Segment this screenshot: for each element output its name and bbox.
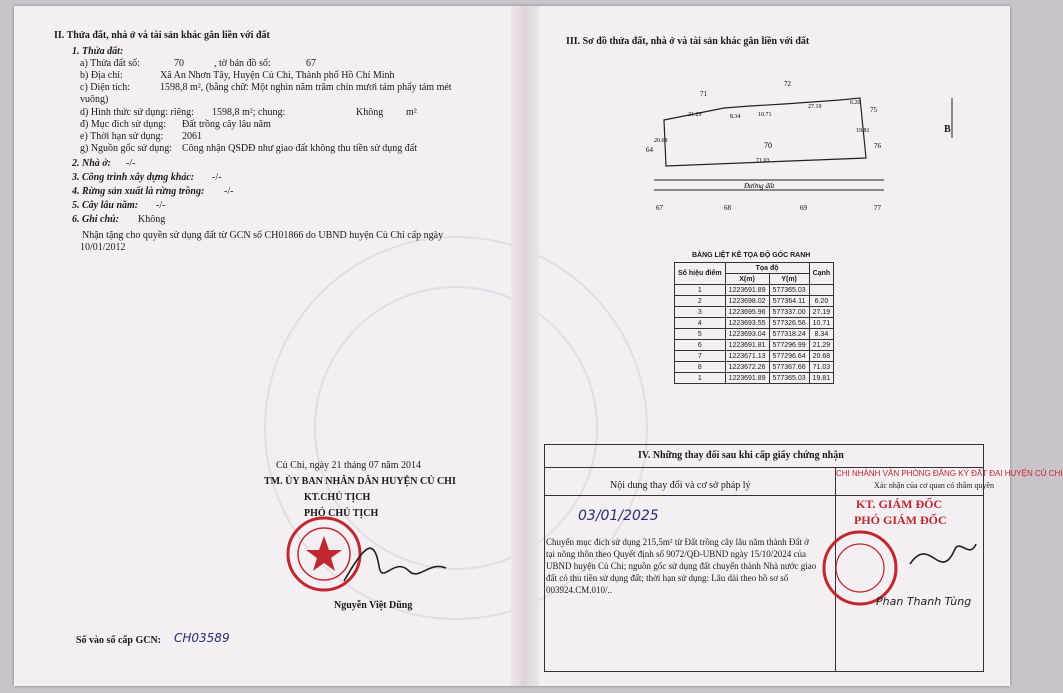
item-1-label: 1. Thửa đất: (72, 46, 124, 57)
vice-director: PHÓ GIÁM ĐỐC (854, 513, 947, 527)
coords-cell-x: 1223691.89 (725, 373, 769, 384)
map-edge-4: 27.19 (808, 104, 822, 110)
map-edge-2: 8.34 (730, 114, 741, 120)
signer-name-right: Phan Thanh Tùng (876, 595, 972, 608)
area-value: 1598,8 m², (bằng chữ: Một nghìn năm trăm chín mươi tám phẩy tám mét (160, 82, 452, 93)
coords-row (675, 329, 834, 340)
note-line-1: Nhận tặng cho quyền sử dụng đất từ GCN số CH01866 do UBND huyện Củ Chi cấp ngày (82, 230, 444, 241)
map-label-64: 64 (646, 146, 653, 154)
coords-cell-p: 2 (675, 296, 726, 307)
item-4-label: 4. Rừng sản xuất là rừng trồng: (72, 186, 205, 197)
item-3-label: 3. Công trình xây dựng khác: (72, 172, 195, 183)
coords-cell-x: 1223693.55 (725, 318, 769, 329)
coords-cell-y: 577365.03 (769, 373, 809, 384)
coords-cell-y: 577365.03 (769, 285, 809, 296)
coords-cell-p: 1 (675, 285, 726, 296)
coords-cell-p: 1 (675, 373, 726, 384)
change-date: 03/01/2025 (578, 508, 659, 524)
coords-row (675, 340, 834, 351)
map-road-label: Đường đất (744, 182, 775, 190)
map-label-75: 75 (870, 106, 877, 114)
coords-cell-c: 27.19 (809, 307, 834, 318)
signer-name-left: Nguyễn Việt Dũng (334, 600, 413, 611)
origin-value: Công nhận QSDĐ như giao đất không thu tiền sử dụng đất (182, 143, 417, 154)
stamp-org: CHI NHÁNH VĂN PHÒNG ĐĂNG KÝ ĐẤT ĐAI HUYỆN CỦ CHI (836, 469, 1063, 478)
change-line-5: 003924.CM.010/.. (546, 585, 613, 595)
map-label-76: 76 (874, 142, 881, 150)
coords-table (674, 262, 834, 384)
coords-row (675, 362, 834, 373)
map-label-67: 67 (656, 204, 663, 212)
map-sheet-number: 67 (306, 58, 316, 69)
coords-cell-p: 3 (675, 307, 726, 318)
vice-chairman: PHÓ CHỦ TỊCH (304, 508, 379, 519)
coords-cell-c: 8.34 (809, 329, 834, 340)
coords-cell-y: 577364.11 (769, 296, 809, 307)
section-3-title: III. Sơ đồ thửa đất, nhà ở và tài sản khác gắn liền với đất (566, 36, 810, 47)
item-6-value: Không (138, 214, 166, 225)
coords-cell-y: 577337.00 (769, 307, 809, 318)
purpose-value: Đất trồng cây lâu năm (182, 119, 271, 130)
coords-cell-c: 10.71 (809, 318, 834, 329)
coords-cell-c: 21.29 (809, 340, 834, 351)
coords-cell-c (809, 285, 834, 296)
coords-cell-c: 20.68 (809, 351, 834, 362)
coords-cell-c: 71.03 (809, 362, 834, 373)
issuing-org: TM. ỦY BAN NHÂN DÂN HUYỆN CỦ CHI (264, 476, 456, 487)
origin-label: g) Nguồn gốc sử dụng: (80, 143, 173, 154)
usage-private: 1598,8 m²; chung: (212, 107, 286, 118)
coords-row (675, 351, 834, 362)
item-6-label: 6. Ghi chú: (72, 214, 119, 225)
parcel-sketch-map (644, 68, 944, 214)
coords-cell-x: 1223695.96 (725, 307, 769, 318)
item-5-label: 5. Cây lâu năm: (72, 200, 139, 211)
coords-row (675, 307, 834, 318)
coords-row (675, 318, 834, 329)
coords-cell-x: 1223691.81 (725, 340, 769, 351)
item-2-value: -/- (126, 158, 136, 169)
coords-header-x: X(m) (725, 274, 769, 285)
coords-cell-p: 5 (675, 329, 726, 340)
coords-cell-p: 7 (675, 351, 726, 362)
change-line-2: tại nông thôn theo Quyết định số 9072/QĐ-UBND ngày 15/10/2024 của (546, 549, 806, 559)
coords-cell-y: 577367.66 (769, 362, 809, 373)
change-line-3: UBND huyện Củ Chi; nguồn gốc sử dụng đất chuyển thành Nhà nước giao (546, 561, 817, 571)
coords-cell-p: 6 (675, 340, 726, 351)
coords-header-point: Số hiệu điểm (675, 263, 726, 285)
certificate-sheet (14, 6, 1063, 686)
map-edge-3: 10.71 (758, 112, 772, 118)
item-4-value: -/- (224, 186, 234, 197)
coords-cell-y: 577318.24 (769, 329, 809, 340)
coords-cell-x: 1223672.26 (725, 362, 769, 373)
coords-row (675, 285, 834, 296)
map-label-72: 72 (784, 80, 791, 88)
north-arrow-label: B (944, 124, 951, 135)
area-label: c) Diện tích: (80, 82, 130, 93)
map-sheet-label: , tờ bản đồ số: (214, 58, 271, 69)
map-edge-1: 21.29 (688, 112, 702, 118)
coords-header-coord: Tọa độ (725, 263, 809, 274)
change-line-1: Chuyển mục đích sử dụng 215,5m² từ Đất trồng cây lâu năm thành Đất ở (546, 537, 809, 547)
section-2-title: II. Thửa đất, nhà ở và tài sản khác gắn liền với đất (54, 30, 270, 41)
coords-cell-x: 1223693.04 (725, 329, 769, 340)
note-line-2: 10/01/2012 (80, 242, 126, 253)
coords-table-title: BẢNG LIỆT KÊ TỌA ĐỘ GÓC RANH (692, 252, 811, 259)
map-edge-7: 71.03 (756, 158, 770, 164)
change-line-4: đất có thu tiền sử dụng đất; thời hạn sử dụng: Lâu dài theo hồ sơ số (546, 573, 789, 583)
term-value: 2061 (182, 131, 202, 142)
kt-director: KT. GIÁM ĐỐC (856, 497, 943, 511)
address-label: b) Địa chỉ: (80, 70, 123, 81)
signature-left (334, 526, 454, 596)
coords-cell-y: 577296.64 (769, 351, 809, 362)
coords-cell-y: 577326.56 (769, 318, 809, 329)
map-label-69: 69 (800, 204, 807, 212)
map-label-77: 77 (874, 204, 881, 212)
map-label-68: 68 (724, 204, 731, 212)
map-label-71: 71 (700, 90, 707, 98)
confirm-header: Xác nhận của cơ quan có thẩm quyền (874, 481, 994, 490)
purpose-label: đ) Mục đích sử dụng: (80, 119, 166, 130)
area-value-cont: vuông) (80, 94, 109, 105)
coords-cell-y: 577296.99 (769, 340, 809, 351)
usage-unit: m² (406, 107, 417, 118)
coords-cell-x: 1223698.02 (725, 296, 769, 307)
coords-cell-x: 1223691.89 (725, 285, 769, 296)
map-edge-8: 20.68 (654, 138, 668, 144)
term-label: e) Thời hạn sử dụng: (80, 131, 164, 142)
coords-header-y: Y(m) (769, 274, 809, 285)
page-fold (511, 6, 539, 686)
sign-date: Củ Chi, ngày 21 tháng 07 năm 2014 (276, 460, 421, 471)
change-content-header: Nội dung thay đổi và cơ sở pháp lý (610, 480, 751, 491)
usage-form-label: d) Hình thức sử dụng: riêng: (80, 107, 194, 118)
map-edge-5: 6.20 (850, 100, 861, 106)
coords-row (675, 296, 834, 307)
parcel-number-label: a) Thửa đất số: (80, 58, 140, 69)
coords-row (675, 373, 834, 384)
registration-number: CH03589 (174, 631, 230, 645)
map-edge-6: 19.81 (856, 128, 870, 134)
coords-cell-p: 8 (675, 362, 726, 373)
map-parcel-label: 70 (764, 141, 772, 150)
item-3-value: -/- (212, 172, 222, 183)
parcel-number: 70 (174, 58, 184, 69)
coords-cell-x: 1223671.13 (725, 351, 769, 362)
coords-cell-c: 19.81 (809, 373, 834, 384)
section-4-title: IV. Những thay đổi sau khi cấp giấy chứng nhận (638, 450, 844, 461)
coords-header-edge: Cạnh (809, 263, 834, 285)
registration-label: Số vào sổ cấp GCN: (76, 635, 162, 646)
usage-common: Không (356, 107, 384, 118)
coords-cell-p: 4 (675, 318, 726, 329)
item-2-label: 2. Nhà ở: (72, 158, 111, 169)
kt-chairman: KT.CHỦ TỊCH (304, 492, 371, 503)
item-5-value: -/- (156, 200, 166, 211)
coords-cell-c: 6.20 (809, 296, 834, 307)
address-value: Xã An Nhơn Tây, Huyện Củ Chi, Thành phố Hồ Chí Minh (160, 70, 395, 81)
